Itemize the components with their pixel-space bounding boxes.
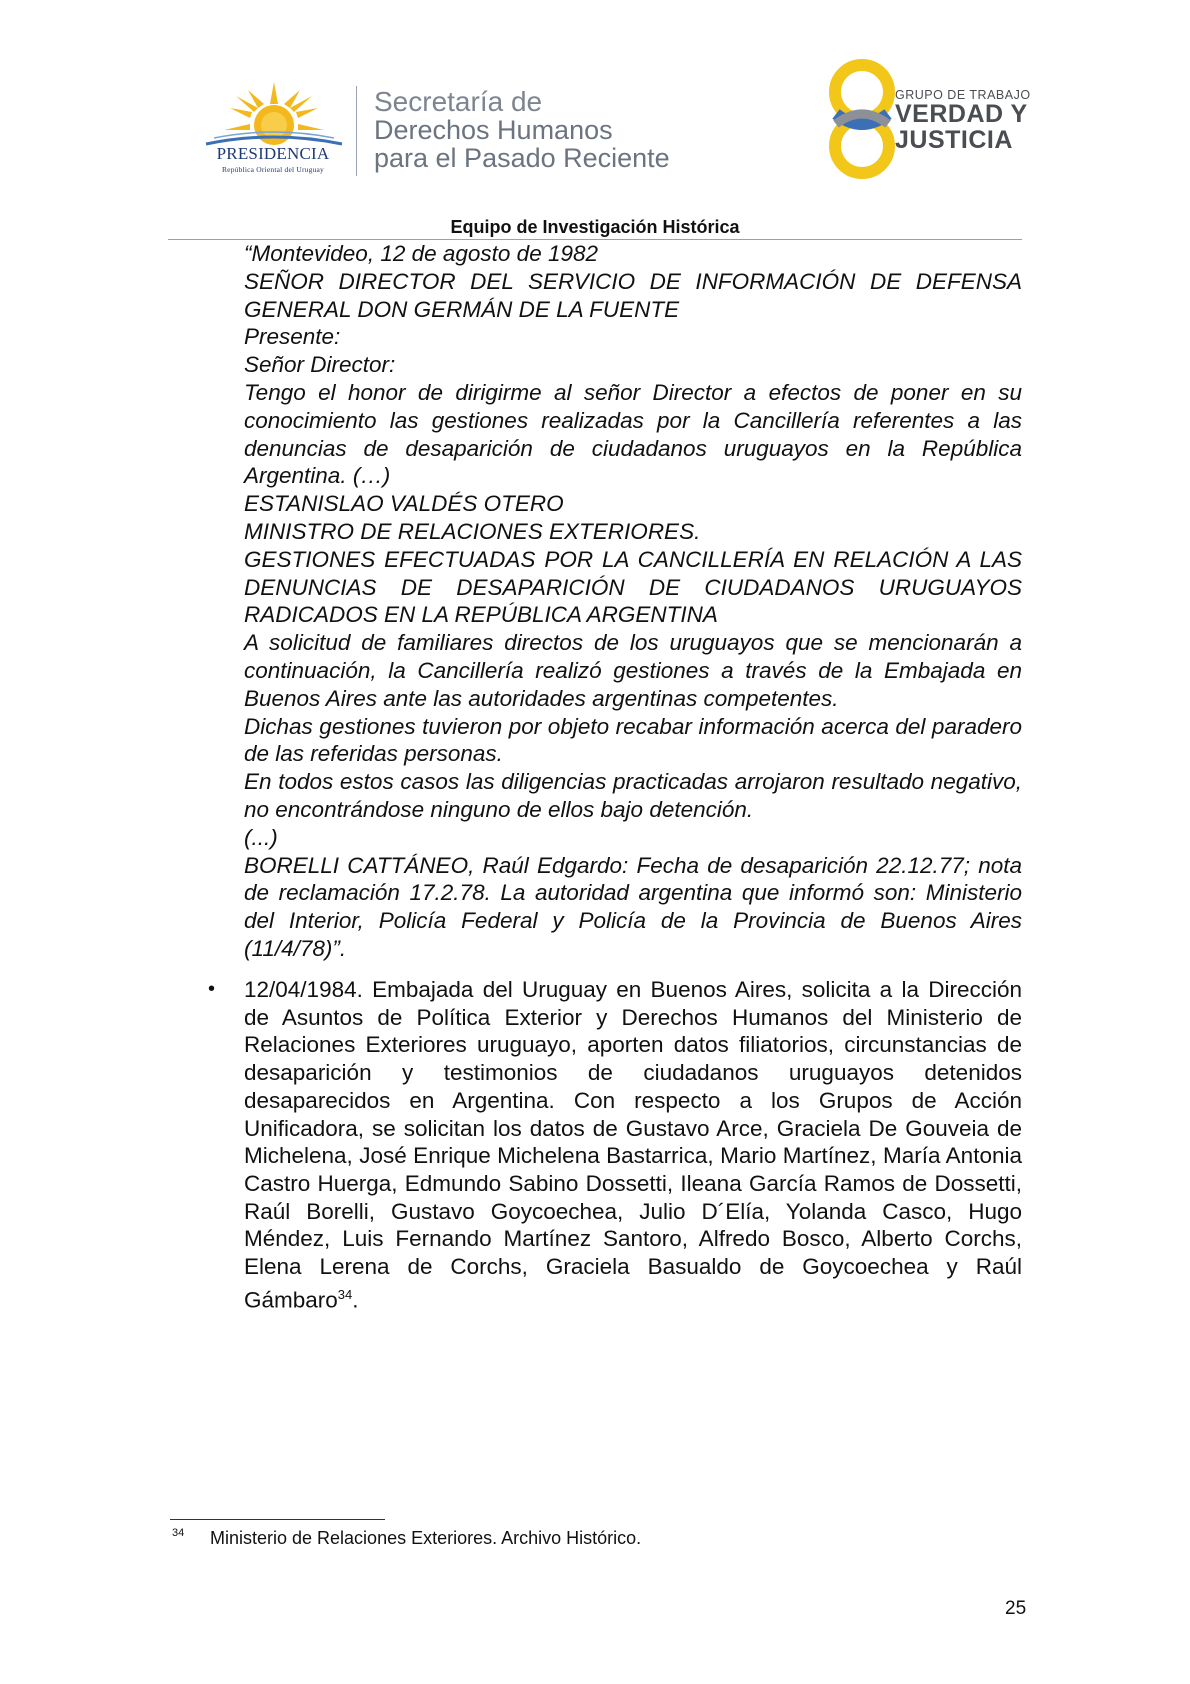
quote-signer-name: ESTANISLAO VALDÉS OTERO <box>244 491 564 517</box>
footnote-number: 34 <box>172 1527 185 1539</box>
gtvj-line-1: GRUPO DE TRABAJO <box>895 88 1031 102</box>
footnote-separator <box>170 1519 385 1520</box>
presidencia-subtitle: República Oriental del Uruguay <box>221 165 324 174</box>
quote-salutation: Señor Director: <box>244 352 396 378</box>
footnote-text: Ministerio de Relaciones Exteriores. Archivo Histórico. <box>210 1528 642 1548</box>
quote-ellipsis: (...) <box>244 824 278 850</box>
secretaria-line-3: para el Pasado Reciente <box>374 142 670 173</box>
bullet-marker: • <box>208 978 216 1000</box>
quote-paragraph: Tengo el honor de dirigirme al señor Director a efectos de poner en su conocimiento las gestiones realizadas por la Cancillería referentes a las denuncias de desaparición de ciudadanos uruguayos en la República Argentina. (…) <box>244 379 1022 489</box>
quote-date: “Montevideo, 12 de agosto de 1982 <box>244 241 599 266</box>
quote-paragraph: En todos estos casos las diligencias practicadas arrojaron resultado negativo, no encontrándose ninguno de ellos bajo detención. <box>244 769 1022 822</box>
quote-paragraph: BORELLI CATTÁNEO, Raúl Edgardo: Fecha de desaparición 22.12.77; nota de reclamación 17.2.78. La autoridad argentina que informó son: Ministerio del Interior, Policía Federal y Policía de la Provincia de Buenos Aires (11/4/78)”. <box>244 852 1022 961</box>
secretaria-logo-text <box>374 88 670 172</box>
bullet-paragraph-end: . <box>352 1287 359 1313</box>
verdad-justicia-text <box>895 88 1031 153</box>
footnote-reference[interactable]: 34 <box>337 1286 353 1302</box>
quote-presente: Presente: <box>244 324 341 350</box>
presidencia-title: PRESIDENCIA <box>216 144 330 163</box>
quote-section-heading: GESTIONES EFECTUADAS POR LA CANCILLERÍA EN RELACIÓN A LAS DENUNCIAS DE DESAPARICIÓN DE CIUDADANOS URUGUAYOS RADICADOS EN LA REPÚBLICA ARGENTINA <box>244 546 1022 628</box>
quote-paragraph: Dichas gestiones tuvieron por objeto recabar información acerca del paradero de las referidas personas. <box>244 713 1022 767</box>
team-title: Equipo de Investigación Histórica <box>450 217 740 237</box>
header-divider <box>356 86 357 176</box>
quote-paragraph: A solicitud de familiares directos de los uruguayos que se mencionarán a continuación, la Cancillería realizó gestiones a través de la Embajada en Buenos Aires ante las autoridades argentinas competentes. <box>244 630 1022 711</box>
secretaria-line-2: Derechos Humanos <box>374 114 613 145</box>
bullet-paragraph <box>244 976 1022 1314</box>
quoted-letter <box>244 240 1022 963</box>
gtvj-line-3: JUSTICIA <box>895 125 1013 154</box>
page-number: 25 <box>1005 1598 1027 1619</box>
bullet-paragraph-text: 12/04/1984. Embajada del Uruguay en Buenos Aires, solicita a la Dirección de Asuntos de Política Exterior y Derechos Humanos del Ministerio de Relaciones Exteriores uruguayo, aporten datos filiatorios, circunstancias de desaparición y testimonios de ciudadanos uruguayos detenidos desaparecidos en Argentina. Con respecto a los Grupos de Acción Unificadora, se solicitan los datos de Gustavo Arce, Graciela De Gouveia de Michelena, José Enrique Michelena Bastarrica, Mario Martínez, María Antonia Castro Huerga, Edmundo Sabino Dossetti, Ileana García Ramos de Dossetti, Raúl Borelli, Gustavo Goycoechea, Julio D´Elía, Yolanda Casco, Hugo Méndez, Luis Fernando Martínez Santoro, Alfredo Bosco, Alberto Corchs, Elena Lerena de Corchs, Graciela Basualdo de Goycoechea y Raúl Gámbaro <box>244 977 1022 1313</box>
quote-signer-title: MINISTRO DE RELACIONES EXTERIORES. <box>244 518 701 544</box>
secretaria-line-1: Secretaría de <box>374 86 543 117</box>
gtvj-line-2: VERDAD Y <box>895 100 1028 128</box>
quote-recipient-name: GENERAL DON GERMÁN DE LA FUENTE <box>244 296 680 322</box>
quote-recipient-line: SEÑOR DIRECTOR DEL SERVICIO DE INFORMACIÓN DE DEFENSA <box>244 268 1022 294</box>
